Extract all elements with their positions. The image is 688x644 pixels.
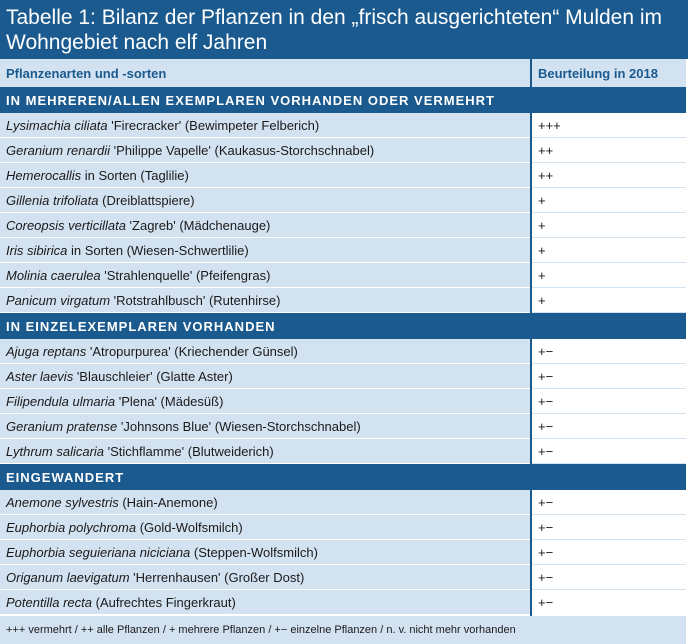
table-title: Tabelle 1: Bilanz der Pflanzen in den „frisch ausgerichteten“ Mulden im Wohngebiet nach elf Jahren: [0, 0, 688, 59]
plant-name-cell: [0, 238, 531, 263]
latin-name: Aster laevis: [6, 368, 74, 384]
plant-name-cell: [0, 490, 531, 515]
table-row: [0, 339, 686, 364]
common-name: 'Zagreb' (Mädchenauge): [125, 217, 271, 233]
rating-cell: +: [531, 188, 686, 213]
common-name: 'Rotstrahlbusch' (Rutenhirse): [110, 292, 281, 308]
section-heading: EINGEWANDERT: [0, 464, 686, 491]
table-row: [0, 113, 686, 138]
plant-name-cell: [0, 389, 531, 414]
table-row: [0, 263, 686, 288]
latin-name: Hemerocallis: [6, 167, 82, 183]
common-name: 'Herrenhausen' (Großer Dost): [129, 569, 305, 585]
common-name: (Gold-Wolfsmilch): [136, 519, 243, 535]
plant-name-cell: [0, 515, 531, 540]
rating-cell: ++: [531, 138, 686, 163]
common-name: (Aufrechtes Fingerkraut): [92, 594, 236, 610]
table-row: [0, 439, 686, 464]
common-name: (Steppen-Wolfsmilch): [190, 544, 318, 560]
latin-name: Lythrum salicaria: [6, 443, 105, 459]
common-name: 'Atropurpurea' (Kriechender Günsel): [86, 343, 298, 359]
plant-name-cell: [0, 540, 531, 565]
rating-cell: +: [531, 213, 686, 238]
table-row: [0, 238, 686, 263]
latin-name: Ajuga reptans: [6, 343, 87, 359]
plant-name-cell: [0, 414, 531, 439]
latin-name: Euphorbia seguieriana niciciana: [6, 544, 191, 560]
plant-name-cell: [0, 213, 531, 238]
table-row: [0, 188, 686, 213]
latin-name: Lysimachia ciliata: [6, 117, 108, 133]
latin-name: Origanum laevigatum: [6, 569, 130, 585]
latin-name: Anemone sylvestris: [6, 494, 119, 510]
rating-cell: +−: [531, 439, 686, 464]
common-name: (Hain-Anemone): [118, 494, 218, 510]
latin-name: Coreopsis verticillata: [6, 217, 126, 233]
rating-cell: +−: [531, 490, 686, 515]
common-name: 'Philippe Vapelle' (Kaukasus-Storchschnabel): [110, 142, 375, 158]
table-body: [0, 59, 686, 615]
plant-name-cell: [0, 364, 531, 389]
rating-cell: +: [531, 263, 686, 288]
plant-name-cell: [0, 263, 531, 288]
table-row: [0, 213, 686, 238]
rating-cell: +−: [531, 515, 686, 540]
rating-cell: +−: [531, 414, 686, 439]
table-row: [0, 288, 686, 313]
header-row: [0, 59, 686, 87]
latin-name: Geranium pratense: [6, 418, 118, 434]
rating-cell: +: [531, 288, 686, 313]
latin-name: Gillenia trifoliata: [6, 192, 99, 208]
plant-name-cell: [0, 590, 531, 616]
plant-name-cell: [0, 138, 531, 163]
latin-name: Filipendula ulmaria: [6, 393, 116, 409]
rating-cell: +−: [531, 590, 686, 616]
latin-name: Panicum virgatum: [6, 292, 111, 308]
plant-name-cell: [0, 565, 531, 590]
table-row: [0, 163, 686, 188]
common-name: in Sorten (Taglilie): [81, 167, 189, 183]
latin-name: Potentilla recta: [6, 594, 92, 610]
section-heading-row: [0, 313, 686, 340]
section-heading-row: [0, 464, 686, 491]
section-heading-row: [0, 87, 686, 113]
footnote: +++ vermehrt / ++ alle Pflanzen / + mehrere Pflanzen / +− einzelne Pflanzen / n. v. nicht mehr vorhanden: [0, 615, 686, 644]
column-header-rating: Beurteilung in 2018: [531, 59, 686, 87]
plant-name-cell: [0, 113, 531, 138]
table-row: [0, 565, 686, 590]
rating-cell: +−: [531, 339, 686, 364]
table-row: [0, 414, 686, 439]
rating-cell: +: [531, 238, 686, 263]
column-header-species: Pflanzenarten und -sorten: [0, 59, 531, 87]
table-row: [0, 590, 686, 616]
latin-name: Euphorbia polychroma: [6, 519, 137, 535]
table-row: [0, 389, 686, 414]
common-name: 'Stichflamme' (Blutweiderich): [104, 443, 274, 459]
plant-table: [0, 59, 686, 644]
table-row: [0, 138, 686, 163]
rating-cell: +−: [531, 364, 686, 389]
rating-cell: +−: [531, 565, 686, 590]
plant-name-cell: [0, 288, 531, 313]
table-row: [0, 515, 686, 540]
common-name: 'Johnsons Blue' (Wiesen-Storchschnabel): [117, 418, 361, 434]
plant-name-cell: [0, 439, 531, 464]
latin-name: Iris sibirica: [6, 242, 68, 258]
table-row: [0, 540, 686, 565]
rating-cell: ++: [531, 163, 686, 188]
latin-name: Molinia caerulea: [6, 267, 101, 283]
common-name: in Sorten (Wiesen-Schwertlilie): [67, 242, 249, 258]
table-row: [0, 490, 686, 515]
rating-cell: +−: [531, 389, 686, 414]
common-name: 'Strahlenquelle' (Pfeifengras): [100, 267, 271, 283]
rating-cell: +++: [531, 113, 686, 138]
plant-name-cell: [0, 188, 531, 213]
rating-cell: +−: [531, 540, 686, 565]
plant-name-cell: [0, 163, 531, 188]
table-row: [0, 364, 686, 389]
common-name: 'Firecracker' (Bewimpeter Felberich): [107, 117, 320, 133]
common-name: (Dreiblattspiere): [98, 192, 195, 208]
section-heading: IN EINZELEXEMPLAREN VORHANDEN: [0, 313, 686, 340]
common-name: 'Plena' (Mädesüß): [115, 393, 224, 409]
latin-name: Geranium renardii: [6, 142, 111, 158]
section-heading: IN MEHREREN/ALLEN EXEMPLAREN VORHANDEN ODER VERMEHRT: [0, 87, 686, 113]
common-name: 'Blauschleier' (Glatte Aster): [73, 368, 233, 384]
plant-name-cell: [0, 339, 531, 364]
